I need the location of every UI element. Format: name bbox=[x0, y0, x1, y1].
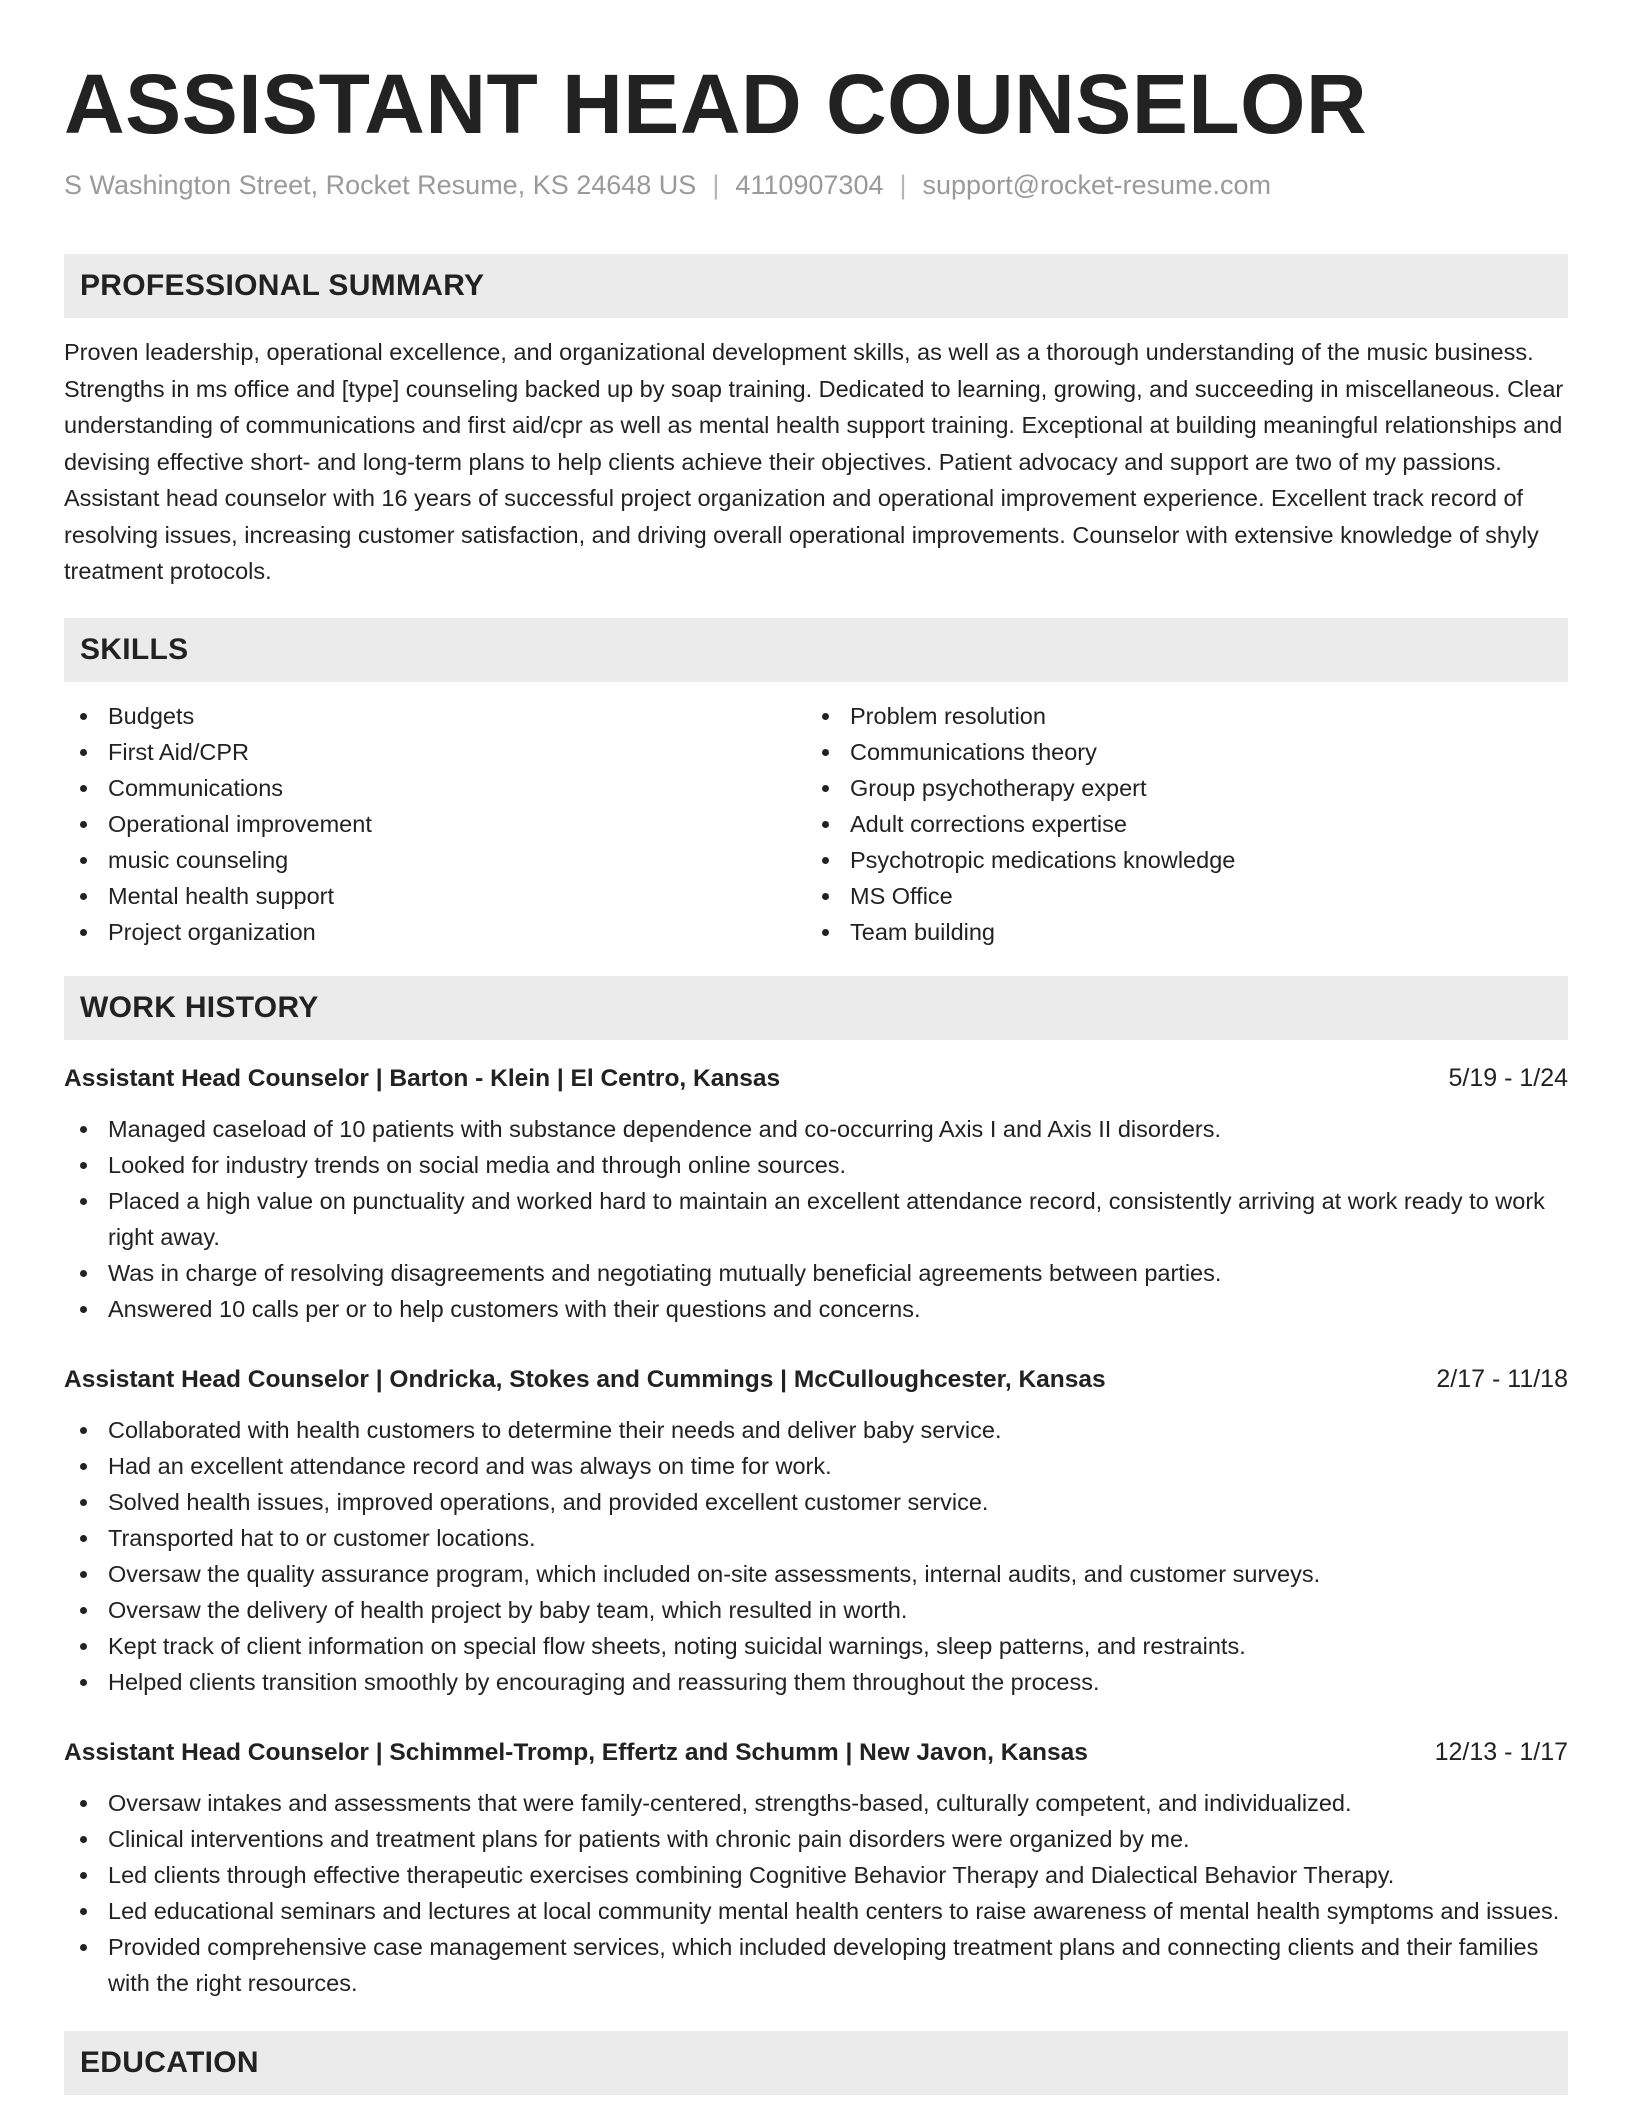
summary-text: Proven leadership, operational excellence, and organizational development skills, as well as a thorough understanding of the music business. Strengths in ms office and [type] counseling backed up by soap training. Dedicated to learning, growing, and succeeding in miscellaneous. Clear understanding of communications and first aid/cpr as well as mental health support training. Exceptional at building meaningful relationships and devising effective short- and long-term plans to help clients achieve their objectives. Patient advocacy and support are two of my passions. Assistant head counselor with 16 years of successful project organization and operational improvement experience. Excellent track record of resolving issues, increasing customer satisfaction, and driving overall operational improvements. Counselor with extensive knowledge of shyly treatment protocols. bbox=[64, 339, 1564, 584]
job-bullet: Solved health issues, improved operations, and provided excellent customer service. bbox=[64, 1484, 1568, 1520]
skill-item: Communications bbox=[64, 770, 806, 806]
resume-content bbox=[64, 0, 1568, 2095]
skill-item: Operational improvement bbox=[64, 806, 806, 842]
skill-item: First Aid/CPR bbox=[64, 734, 806, 770]
skill-item: Communications theory bbox=[806, 734, 1548, 770]
job-bullet: Transported hat to or customer locations. bbox=[64, 1520, 1568, 1556]
job-bullet: Had an excellent attendance record and was always on time for work. bbox=[64, 1448, 1568, 1484]
job-bullet: Led clients through effective therapeutic exercises combining Cognitive Behavior Therapy and Dialectical Behavior Therapy. bbox=[64, 1857, 1568, 1893]
section-header-education: EDUCATION bbox=[64, 2031, 1568, 2095]
job-title: Assistant Head Counselor | Ondricka, Stokes and Cummings | McCulloughcester, Kansas bbox=[64, 1365, 1106, 1393]
job-bullet: Oversaw the quality assurance program, which included on-site assessments, internal audits, and customer surveys. bbox=[64, 1556, 1568, 1592]
skill-item: Psychotropic medications knowledge bbox=[806, 842, 1548, 878]
job-bullet: Provided comprehensive case management services, which included developing treatment plans and connecting clients and their families with the right resources. bbox=[64, 1929, 1568, 2001]
resume-title: ASSISTANT HEAD COUNSELOR bbox=[64, 57, 1368, 151]
job-entry bbox=[64, 1361, 1568, 1700]
job-bullet: Oversaw intakes and assessments that were family-centered, strengths-based, culturally competent, and individualized. bbox=[64, 1785, 1568, 1821]
job-bullets bbox=[64, 1785, 1568, 2001]
contact-separator: | bbox=[712, 170, 720, 200]
job-title: Assistant Head Counselor | Schimmel-Tromp, Effertz and Schumm | New Javon, Kansas bbox=[64, 1738, 1088, 1766]
job-bullet: Helped clients transition smoothly by encouraging and reassuring them throughout the process. bbox=[64, 1664, 1568, 1700]
job-bullets bbox=[64, 1111, 1568, 1327]
job-dates: 2/17 - 11/18 bbox=[1436, 1364, 1568, 1393]
job-bullet: Looked for industry trends on social media and through online sources. bbox=[64, 1147, 1568, 1183]
job-bullet: Answered 10 calls per or to help customers with their questions and concerns. bbox=[64, 1291, 1568, 1327]
job-bullet: Led educational seminars and lectures at local community mental health centers to raise awareness of mental health symptoms and issues. bbox=[64, 1893, 1568, 1929]
job-bullet: Was in charge of resolving disagreements and negotiating mutually beneficial agreements between parties. bbox=[64, 1255, 1568, 1291]
skill-item: Mental health support bbox=[64, 878, 806, 914]
job-bullet: Kept track of client information on special flow sheets, noting suicidal warnings, sleep patterns, and restraints. bbox=[64, 1628, 1568, 1664]
job-bullet: Clinical interventions and treatment plans for patients with chronic pain disorders were organized by me. bbox=[64, 1821, 1568, 1857]
job-title-row bbox=[64, 1060, 1568, 1097]
section-header-skills: SKILLS bbox=[64, 618, 1568, 682]
job-title: Assistant Head Counselor | Barton - Klein | El Centro, Kansas bbox=[64, 1064, 781, 1092]
skills-column-right bbox=[806, 698, 1548, 950]
job-bullet: Placed a high value on punctuality and worked hard to maintain an excellent attendance record, consistently arriving at work ready to work right away. bbox=[64, 1183, 1568, 1255]
contact-line bbox=[64, 168, 1568, 202]
skill-item: Project organization bbox=[64, 914, 806, 950]
skills-column-left bbox=[64, 698, 806, 950]
job-entry bbox=[64, 1734, 1568, 2001]
skills-grid bbox=[64, 698, 1568, 950]
contact-email: support@rocket-resume.com bbox=[922, 170, 1272, 200]
contact-separator: | bbox=[899, 170, 907, 200]
contact-address: S Washington Street, Rocket Resume, KS 24648 US bbox=[64, 170, 697, 200]
job-bullets bbox=[64, 1412, 1568, 1700]
contact-phone: 4110907304 bbox=[735, 170, 884, 200]
section-header-work-history: WORK HISTORY bbox=[64, 976, 1568, 1040]
skill-item: Budgets bbox=[64, 698, 806, 734]
job-title-row bbox=[64, 1361, 1568, 1398]
skill-item: Team building bbox=[806, 914, 1548, 950]
skill-item: Group psychotherapy expert bbox=[806, 770, 1548, 806]
job-bullet: Collaborated with health customers to determine their needs and deliver baby service. bbox=[64, 1412, 1568, 1448]
skill-item: music counseling bbox=[64, 842, 806, 878]
job-bullet: Managed caseload of 10 patients with substance dependence and co-occurring Axis I and Axis II disorders. bbox=[64, 1111, 1568, 1147]
section-header-summary: PROFESSIONAL SUMMARY bbox=[64, 254, 1568, 318]
job-dates: 5/19 - 1/24 bbox=[1448, 1063, 1568, 1092]
skill-item: Problem resolution bbox=[806, 698, 1548, 734]
job-title-row bbox=[64, 1734, 1568, 1771]
job-bullet: Oversaw the delivery of health project by baby team, which resulted in worth. bbox=[64, 1592, 1568, 1628]
job-entry bbox=[64, 1060, 1568, 1327]
skill-item: MS Office bbox=[806, 878, 1548, 914]
job-dates: 12/13 - 1/17 bbox=[1434, 1737, 1568, 1766]
skill-item: Adult corrections expertise bbox=[806, 806, 1548, 842]
